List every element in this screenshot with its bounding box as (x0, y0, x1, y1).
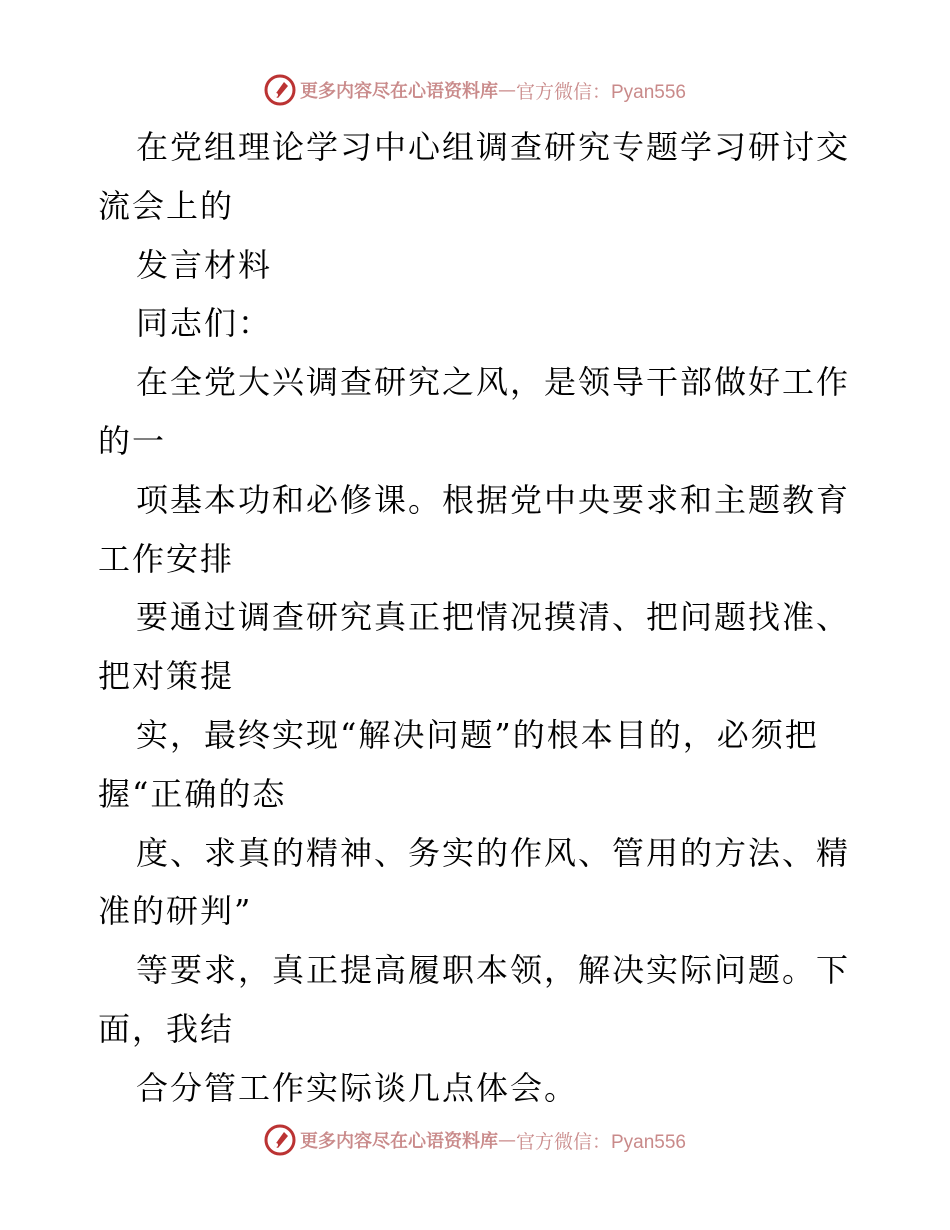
doc-line: 的一 (98, 421, 167, 460)
doc-line: 合分管工作实际谈几点体会。 (136, 1068, 579, 1107)
doc-line: 同志们： (136, 304, 273, 343)
watermark-text: 更多内容尽在心语资料库 (299, 81, 498, 102)
doc-line: 要通过调查研究真正把情况摸清、把问题找准、 (136, 598, 851, 637)
doc-line: 把对策提 (98, 657, 235, 696)
doc-line: 准的研判” (98, 892, 253, 931)
doc-line: 等要求，真正提高履职本领，解决实际问题。下 (136, 951, 851, 990)
doc-line: 项基本功和必修课。根据党中央要求和主题教育 (136, 480, 851, 519)
doc-line: 发言材料 (136, 245, 273, 284)
pen-nib-logo-icon (264, 74, 296, 106)
doc-line: 度、求真的精神、务实的作风、管用的方法、精 (136, 833, 851, 872)
doc-line: 流会上的 (98, 186, 235, 225)
watermark-separator: — (497, 1129, 516, 1151)
document-body (98, 118, 858, 1118)
doc-line: 握“正确的态 (98, 774, 287, 813)
watermark-text: 更多内容尽在心语资料库 (299, 1131, 498, 1152)
doc-line: 实，最终实现“解决问题”的根本目的，必须把 (136, 715, 819, 754)
watermark-separator: — (497, 79, 516, 101)
footer-watermark (0, 1120, 950, 1160)
doc-line: 工作安排 (98, 539, 235, 578)
doc-line: 面，我结 (98, 1009, 235, 1048)
watermark-contact: 官方微信：Pyan556 (515, 1131, 686, 1153)
doc-line: 在全党大兴调查研究之风，是领导干部做好工作 (136, 363, 851, 402)
doc-line: 在党组理论学习中心组调查研究专题学习研讨交 (136, 128, 851, 166)
watermark-contact: 官方微信：Pyan556 (515, 81, 686, 103)
header-watermark (0, 70, 950, 110)
pen-nib-logo-icon (264, 1124, 296, 1156)
